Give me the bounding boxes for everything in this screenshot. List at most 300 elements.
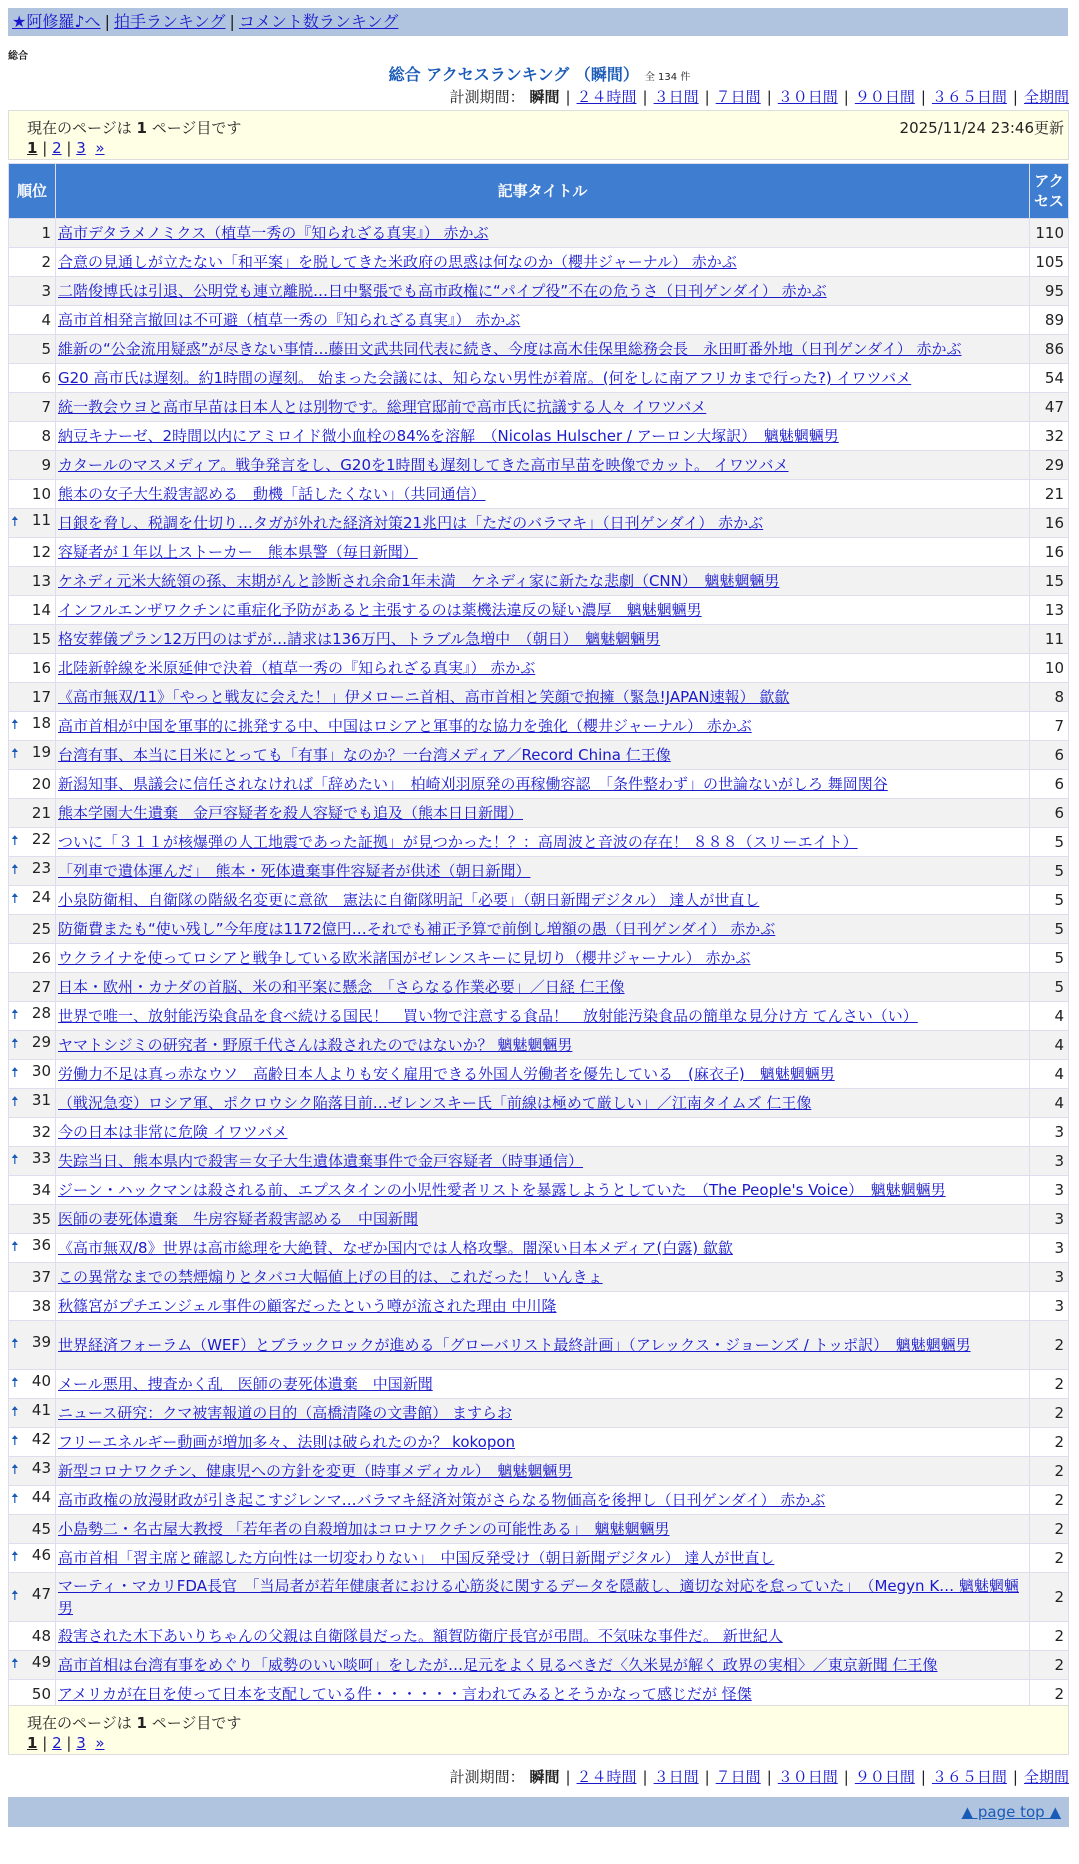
pager-next[interactable]: » (95, 1734, 105, 1752)
rank-number: 8 (41, 427, 51, 445)
header-rank: 順位 (9, 164, 56, 219)
period-30d[interactable]: ３０日間 (777, 1768, 838, 1786)
article-title-link[interactable]: 医師の妻死体遺棄 牛房容疑者殺害認める 中国新聞 (58, 1210, 419, 1228)
nav-link-asyura[interactable]: ★阿修羅♪へ (12, 12, 101, 31)
article-title-link[interactable]: 防衛費またも“使い残し”今年度は1172億円…それでも補正予算で前倒し増額の愚（日刊ゲンダイ） 赤かぶ (58, 920, 776, 938)
rank-number: 12 (31, 543, 51, 561)
access-count: 5 (1030, 886, 1069, 915)
rank-cell (9, 973, 56, 1002)
rank-cell (9, 1486, 56, 1515)
rank-up-arrow-icon: 🠅 (11, 1239, 19, 1255)
title-cell (56, 1176, 1030, 1205)
access-count: 2 (1030, 1321, 1069, 1370)
article-title-link[interactable]: 「列車で遺体運んだ」 熊本・死体遺棄事件容疑者が供述（朝日新聞） (58, 862, 531, 880)
rank-number: 21 (31, 804, 51, 822)
title-cell (56, 1002, 1030, 1031)
table-row (9, 654, 1069, 683)
rank-number: 31 (31, 1091, 51, 1109)
access-count: 4 (1030, 1060, 1069, 1089)
access-count: 4 (1030, 1089, 1069, 1118)
article-title-link[interactable]: 合意の見通しが立たない「和平案」を脱してきた米政府の思惑は何なのか（櫻井ジャーナル） 赤かぶ (58, 253, 737, 271)
access-count: 16 (1030, 509, 1069, 538)
table-row (9, 1147, 1069, 1176)
page-info-top (8, 110, 1069, 160)
period-7d[interactable]: ７日間 (715, 1768, 761, 1786)
rank-up-arrow-icon: 🠅 (11, 1491, 19, 1507)
article-title-link[interactable]: 維新の“公金流用疑惑”が尽きない事情…藤田文武共同代表に続き、今度は高木佳保里総務会長 永田町番外地（日刊ゲンダイ） 赤かぶ (58, 340, 962, 358)
period-90d[interactable]: ９０日間 (854, 1768, 915, 1786)
title-cell (56, 857, 1030, 886)
title-cell (56, 1544, 1030, 1573)
article-title-link[interactable]: この異常なまでの禁煙煽りとタバコ大幅値上げの目的は、これだった！ いんきょ (58, 1268, 603, 1286)
rank-number: 23 (31, 859, 51, 877)
title-cell (56, 1292, 1030, 1321)
access-count: 2 (1030, 1515, 1069, 1544)
article-title-link[interactable]: 日本・欧州・カナダの首脳、米の和平案に懸念 「さらなる作業必要」／日経 仁王像 (58, 978, 625, 996)
table-row (9, 1263, 1069, 1292)
rank-cell (9, 364, 56, 393)
rank-up-arrow-icon: 🠅 (11, 1404, 19, 1420)
access-count: 21 (1030, 480, 1069, 509)
article-title-link[interactable]: 《高市無双/11》「やっと戦友に会えた！」伊メローニ首相、高市首相と笑顔で抱擁（緊急!JAPAN速報） 歙歙 (58, 688, 790, 706)
rank-number: 48 (31, 1627, 51, 1645)
article-title-link[interactable]: （戦況急変）ロシア軍、ポクロウシク陥落目前…ゼレンスキー氏「前線は極めて厳しい」／江南タイムズ 仁王像 (58, 1094, 812, 1112)
rank-number: 19 (31, 743, 51, 761)
access-count: 2 (1030, 1457, 1069, 1486)
period-all[interactable]: 全期間 (1023, 1768, 1069, 1786)
rank-number: 37 (31, 1268, 51, 1286)
table-row (9, 1292, 1069, 1321)
rank-cell (9, 567, 56, 596)
period-30d[interactable]: ３０日間 (777, 88, 838, 106)
rank-number: 18 (31, 714, 51, 732)
pager-page-2[interactable]: 2 (52, 1734, 62, 1752)
article-title-link[interactable]: ウクライナを使ってロシアと戦争している欧米諸国がゼレンスキーに見切り（櫻井ジャーナル） 赤かぶ (58, 949, 751, 967)
rank-up-arrow-icon: 🠅 (11, 1433, 19, 1449)
rank-cell (9, 277, 56, 306)
title-cell (56, 1234, 1030, 1263)
rank-number: 49 (31, 1653, 51, 1671)
rank-up-arrow-icon: 🠅 (11, 1094, 19, 1110)
access-count: 89 (1030, 306, 1069, 335)
access-count: 11 (1030, 625, 1069, 654)
article-title-link[interactable]: メール悪用、捜査かく乱 医師の妻死体遺棄 中国新聞 (58, 1375, 433, 1393)
rank-number: 14 (31, 601, 51, 619)
rank-number: 13 (31, 572, 51, 590)
article-title-link[interactable]: 台湾有事、本当に日米にとっても「有事」なのか？一台湾メディア／Record China 仁王像 (58, 746, 671, 764)
rank-number: 40 (31, 1372, 51, 1390)
article-title-link[interactable]: 納豆キナーゼ、2時間以内にアミロイド微小血栓の84%を溶解 （Nicolas Hulscher / アーロン大塚訳） 魑魅魍魎男 (58, 427, 839, 445)
pager-page-3[interactable]: 3 (76, 139, 86, 157)
article-title-link[interactable]: 北陸新幹線を米原延伸で決着（植草一秀の『知られざる真実』） 赤かぶ (58, 659, 536, 677)
page-top-link[interactable]: ▲ page top ▲ (961, 1803, 1061, 1821)
access-count: 86 (1030, 335, 1069, 364)
rank-number: 5 (41, 340, 51, 358)
table-row (9, 567, 1069, 596)
access-count: 3 (1030, 1205, 1069, 1234)
updated-timestamp: 2025/11/24 23:46更新 (899, 119, 1064, 137)
rank-cell (9, 1321, 56, 1370)
article-title-link[interactable]: アメリカが在日を使って日本を支配している件・・・・・・言われてみるとそうかなって感じだが 怪傑 (58, 1685, 752, 1703)
pager-next[interactable]: » (95, 139, 105, 157)
pager-top: 1 | 2 | 3 » (27, 139, 105, 157)
title-cell (56, 1205, 1030, 1234)
rank-number: 26 (31, 949, 51, 967)
title-cell (56, 335, 1030, 364)
title-cell (56, 596, 1030, 625)
title-cell (56, 1457, 1030, 1486)
table-row (9, 1573, 1069, 1622)
period-365d[interactable]: ３６５日間 (931, 1768, 1007, 1786)
table-row (9, 1002, 1069, 1031)
table-row (9, 509, 1069, 538)
title-cell (56, 1428, 1030, 1457)
period-3d[interactable]: ３日間 (653, 88, 699, 106)
article-title-link[interactable]: 高市首相が中国を軍事的に挑発する中、中国はロシアと軍事的な協力を強化（櫻井ジャーナル） 赤かぶ (58, 717, 752, 735)
nav-separator: | (104, 12, 110, 31)
table-row (9, 393, 1069, 422)
title-cell (56, 1515, 1030, 1544)
title-cell (56, 1486, 1030, 1515)
table-row (9, 1089, 1069, 1118)
period-selector-top: 計測期間： 瞬間 | ２４時間 | ３日間 | ７日間 | ３０日間 | ９０日間 | ３６５日間 | 全期間 (449, 88, 1069, 106)
period-365d[interactable]: ３６５日間 (931, 88, 1007, 106)
table-row (9, 1622, 1069, 1651)
page-title-row (0, 62, 1079, 85)
rank-cell (9, 451, 56, 480)
article-title-link[interactable]: 二階俊博氏は引退、公明党も連立離脱…日中緊張でも高市政権に“パイプ役”不在の危うさ（日刊ゲンダイ） 赤かぶ (58, 282, 827, 300)
rank-up-arrow-icon: 🠅 (11, 891, 19, 907)
title-cell (56, 770, 1030, 799)
table-row (9, 683, 1069, 712)
title-cell (56, 944, 1030, 973)
access-count: 2 (1030, 1399, 1069, 1428)
rank-cell (9, 799, 56, 828)
table-row (9, 451, 1069, 480)
rank-cell (9, 306, 56, 335)
page-info-bottom (8, 1705, 1069, 1755)
rank-number: 32 (31, 1123, 51, 1141)
pager-page-2[interactable]: 2 (52, 139, 62, 157)
rank-number: 16 (31, 659, 51, 677)
rank-cell (9, 944, 56, 973)
table-row (9, 219, 1069, 248)
title-cell (56, 393, 1030, 422)
rank-number: 43 (31, 1459, 51, 1477)
article-title-link[interactable]: マーティ・マカリFDA長官 「当局者が若年健康者における心筋炎に関するデータを隠蔽し、適切な対応を怠っていた」 （Megyn K… 魑魅魍魎男 (58, 1577, 1019, 1617)
top-nav-bar (8, 8, 1068, 36)
title-cell (56, 277, 1030, 306)
article-title-link[interactable]: 新型コロナワクチン、健康児への方針を変更（時事メディカル） 魑魅魍魎男 (58, 1462, 573, 1480)
access-count: 2 (1030, 1486, 1069, 1515)
rank-number: 15 (31, 630, 51, 648)
rank-number: 24 (31, 888, 51, 906)
rank-number: 2 (41, 253, 51, 271)
period-7d[interactable]: ７日間 (715, 88, 761, 106)
table-row (9, 625, 1069, 654)
access-count: 3 (1030, 1176, 1069, 1205)
article-title-link[interactable]: 殺害された木下あいりちゃんの父親は自衛隊員だった。額賀防衛庁長官が弔問。不気味な事件だ。 新世紀人 (58, 1627, 783, 1645)
rank-up-arrow-icon: 🠅 (11, 1336, 19, 1352)
table-row (9, 712, 1069, 741)
table-row (9, 422, 1069, 451)
table-row (9, 1370, 1069, 1399)
rank-cell (9, 1263, 56, 1292)
article-title-link[interactable]: 失踪当日、熊本県内で殺害＝女子大生遺体遺棄事件で金戸容疑者（時事通信） (58, 1152, 584, 1170)
access-count: 5 (1030, 857, 1069, 886)
table-row (9, 944, 1069, 973)
table-row (9, 828, 1069, 857)
title-cell (56, 480, 1030, 509)
table-row (9, 886, 1069, 915)
access-count: 105 (1030, 248, 1069, 277)
article-title-link[interactable]: 高市政権の放漫財政が引き起こすジレンマ…バラマキ経済対策がさらなる物価高を後押し（日刊ゲンダイ） 赤かぶ (58, 1491, 826, 1509)
rank-number: 17 (31, 688, 51, 706)
access-count: 4 (1030, 1002, 1069, 1031)
access-count: 3 (1030, 1234, 1069, 1263)
rank-up-arrow-icon: 🠅 (11, 1462, 19, 1478)
rank-cell (9, 1060, 56, 1089)
header-access: アクセス (1030, 164, 1069, 219)
rank-cell (9, 1234, 56, 1263)
rank-number: 41 (31, 1401, 51, 1419)
title-cell (56, 915, 1030, 944)
table-row (9, 1118, 1069, 1147)
rank-up-arrow-icon: 🠅 (11, 1007, 19, 1023)
article-title-link[interactable]: 日銀を脅し、税調を仕切り…タガが外れた経済対策21兆円は「ただのバラマキ」（日刊ゲンダイ） 赤かぶ (58, 514, 764, 532)
access-count: 29 (1030, 451, 1069, 480)
table-row (9, 1031, 1069, 1060)
category-label: 総合 (8, 51, 28, 62)
pager-page-1[interactable]: 1 (27, 139, 38, 157)
article-title-link[interactable]: 今の日本は非常に危険 イワツバメ (58, 1123, 288, 1141)
rank-cell (9, 596, 56, 625)
table-row (9, 538, 1069, 567)
article-title-link[interactable]: 世界で唯一、放射能汚染食品を食べ続ける国民！ 買い物で注意する食品！ 放射能汚染食品の簡単な見分け方 てんさい（い） (58, 1007, 918, 1025)
rank-number: 6 (41, 369, 51, 387)
table-row (9, 741, 1069, 770)
title-cell (56, 1147, 1030, 1176)
rank-number: 20 (31, 775, 51, 793)
rank-cell (9, 393, 56, 422)
table-row (9, 1457, 1069, 1486)
rank-up-arrow-icon: 🠅 (11, 746, 19, 762)
rank-number: 34 (31, 1181, 51, 1199)
table-row (9, 248, 1069, 277)
pager-bottom: 1 | 2 | 3 » (27, 1734, 105, 1752)
access-count: 54 (1030, 364, 1069, 393)
article-title-link[interactable]: 高市首相は台湾有事をめぐり「威勢のいい啖呵」をしたが…足元をよく見るべきだ〈久米晃が解く 政界の実相〉／東京新聞 仁王像 (58, 1656, 938, 1674)
title-cell (56, 886, 1030, 915)
period-3d[interactable]: ３日間 (653, 1768, 699, 1786)
title-cell (56, 364, 1030, 393)
rank-cell (9, 741, 56, 770)
article-title-link[interactable]: 高市デタラメノミクス（植草一秀の『知られざる真実』） 赤かぶ (58, 224, 489, 242)
rank-up-arrow-icon: 🠅 (11, 1656, 19, 1672)
table-row (9, 1544, 1069, 1573)
article-title-link[interactable]: ケネディ元米大統領の孫、末期がんと診断され余命1年未満 ケネディ家に新たな悲劇（CNN） 魑魅魍魎男 (58, 572, 780, 590)
table-row (9, 596, 1069, 625)
ranking-table (8, 163, 1069, 1709)
rank-cell (9, 1428, 56, 1457)
rank-number: 30 (31, 1062, 51, 1080)
rank-cell (9, 538, 56, 567)
rank-number: 47 (31, 1585, 51, 1603)
rank-number: 33 (31, 1149, 51, 1167)
title-cell (56, 1573, 1030, 1622)
title-cell (56, 1370, 1030, 1399)
article-title-link[interactable]: ジーン・ハックマンは殺される前、エプスタインの小児性愛者リストを暴露しようとしていた （The People's Voice） 魑魅魍魎男 (58, 1181, 946, 1199)
rank-cell (9, 1118, 56, 1147)
period-label: 計測期間： (449, 1768, 525, 1786)
nav-link-clap-ranking[interactable]: 拍手ランキング (113, 12, 226, 31)
article-title-link[interactable]: 新潟知事、県議会に信任されなければ「辞めたい」 柏崎刈羽原発の再稼働容認 「条件整わず」の世論ないがしろ 舞岡関谷 (58, 775, 888, 793)
rank-number: 42 (31, 1430, 51, 1448)
access-count: 3 (1030, 1292, 1069, 1321)
title-cell (56, 1118, 1030, 1147)
article-title-link[interactable]: 小泉防衛相、自衛隊の階級名変更に意欲 憲法に自衛隊明記「必要」（朝日新聞デジタル） 達人が世直し (58, 891, 760, 909)
rank-cell (9, 1370, 56, 1399)
title-cell (56, 306, 1030, 335)
article-title-link[interactable]: 格安葬儀プラン12万円のはずが…請求は136万円、トラブル急増中 （朝日） 魑魅魍魎男 (58, 630, 661, 648)
table-row (9, 277, 1069, 306)
table-row (9, 1651, 1069, 1680)
title-cell (56, 1651, 1030, 1680)
access-count: 32 (1030, 422, 1069, 451)
table-row (9, 770, 1069, 799)
article-title-link[interactable]: カタールのマスメディア。戦争発言をし、G20を1時間も遅刻してきた高市早苗を映像でカット。 イワツバメ (58, 456, 789, 474)
title-cell (56, 451, 1030, 480)
page-title: 総合 アクセスランキング （瞬間） (388, 65, 639, 84)
article-title-link[interactable]: 熊本の女子大生殺害認める 動機「話したくない」（共同通信） (58, 485, 486, 503)
article-title-link[interactable]: 世界経済フォーラム（WEF）とブラックロックが進める「グローバリスト最終計画」（アレックス・ジョーンズ / トッポ訳） 魑魅魍魎男 (58, 1336, 971, 1354)
rank-number: 28 (31, 1004, 51, 1022)
article-title-link[interactable]: 熊本学園大生遺棄 金戸容疑者を殺人容疑でも追及（熊本日日新聞） (58, 804, 524, 822)
table-row (9, 364, 1069, 393)
access-count: 5 (1030, 915, 1069, 944)
period-90d[interactable]: ９０日間 (854, 88, 915, 106)
article-title-link[interactable]: 《高市無双/8》世界は高市総理を大絶賛、なぜか国内では人格攻撃。闇深い日本メディア(白露) 歙歙 (58, 1239, 733, 1257)
total-count: 全 134 件 (644, 72, 691, 83)
pager-page-1[interactable]: 1 (27, 1734, 38, 1752)
table-row (9, 1428, 1069, 1457)
article-title-link[interactable]: G20 高市氏は遅刻。約1時間の遅刻。 始まった会議には、知らない男性が着席。(何をしに南アフリカまで行った?) イワツバメ (58, 369, 912, 387)
table-row (9, 306, 1069, 335)
period-selector-bottom: 計測期間： 瞬間 | ２４時間 | ３日間 | ７日間 | ３０日間 | ９０日間 | ３６５日間 | 全期間 (449, 1768, 1069, 1786)
access-count: 110 (1030, 219, 1069, 248)
rank-number: 25 (31, 920, 51, 938)
nav-link-comment-ranking[interactable]: コメント数ランキング (238, 12, 399, 31)
rank-cell (9, 422, 56, 451)
access-count: 4 (1030, 1031, 1069, 1060)
title-cell (56, 741, 1030, 770)
article-title-link[interactable]: 高市首相発言撤回は不可避（植草一秀の『知られざる真実』） 赤かぶ (58, 311, 521, 329)
rank-number: 46 (31, 1546, 51, 1564)
rank-cell (9, 1457, 56, 1486)
pager-page-3[interactable]: 3 (76, 1734, 86, 1752)
rank-up-arrow-icon: 🠅 (11, 1152, 19, 1168)
rank-cell (9, 915, 56, 944)
rank-cell (9, 509, 56, 538)
article-title-link[interactable]: フリーエネルギー動画が増加多々、法則は破られたのか？ kokopon (58, 1433, 516, 1451)
access-count: 6 (1030, 799, 1069, 828)
rank-up-arrow-icon: 🠅 (11, 833, 19, 849)
rank-number: 10 (31, 485, 51, 503)
access-count: 15 (1030, 567, 1069, 596)
table-row (9, 1176, 1069, 1205)
table-row (9, 335, 1069, 364)
title-cell (56, 422, 1030, 451)
title-cell (56, 1089, 1030, 1118)
access-count: 2 (1030, 1651, 1069, 1680)
article-title-link[interactable]: 小島勢二・名古屋大教授 「若年者の自殺増加はコロナワクチンの可能性ある」 魑魅魍魎男 (58, 1520, 670, 1538)
table-header-row (9, 164, 1069, 219)
table-row (9, 915, 1069, 944)
rank-cell (9, 857, 56, 886)
bottom-bar (8, 1797, 1069, 1827)
article-title-link[interactable]: 統一教会ウヨと高市早苗は日本人とは別物です。総理官邸前で高市氏に抗議する人々 イワツバメ (58, 398, 707, 416)
period-current: 瞬間 (529, 1768, 560, 1786)
article-title-link[interactable]: インフルエンザワクチンに重症化予防があると主張するのは薬機法違反の疑い濃厚 魑魅魍魎男 (58, 601, 702, 619)
access-count: 47 (1030, 393, 1069, 422)
title-cell (56, 509, 1030, 538)
article-title-link[interactable]: ニュース研究：クマ被害報道の目的（高橋清隆の文書館） ますらお (58, 1404, 513, 1422)
rank-number: 44 (31, 1488, 51, 1506)
rank-number: 27 (31, 978, 51, 996)
rank-number: 36 (31, 1236, 51, 1254)
access-count: 3 (1030, 1263, 1069, 1292)
title-cell (56, 654, 1030, 683)
title-cell (56, 1321, 1030, 1370)
rank-number: 45 (31, 1520, 51, 1538)
rank-number: 35 (31, 1210, 51, 1228)
period-24h[interactable]: ２４時間 (576, 88, 637, 106)
period-24h[interactable]: ２４時間 (576, 1768, 637, 1786)
rank-cell (9, 886, 56, 915)
rank-number: 50 (31, 1685, 51, 1703)
title-cell (56, 1622, 1030, 1651)
article-title-link[interactable]: ついに「３１１が核爆弾の人工地震であった証拠」が見つかった！？：高周波と音波の存在！ ８８８（スリーエイト） (58, 833, 858, 851)
period-all[interactable]: 全期間 (1023, 88, 1069, 106)
rank-number: 1 (41, 224, 51, 242)
article-title-link[interactable]: 秋篠宮がプチエンジェル事件の顧客だったという噂が流された理由 中川隆 (58, 1297, 557, 1315)
title-cell (56, 1263, 1030, 1292)
article-title-link[interactable]: ヤマトシジミの研究者・野原千代さんは殺されたのではないか？ 魑魅魍魎男 (58, 1036, 573, 1054)
access-count: 6 (1030, 741, 1069, 770)
rank-cell (9, 1573, 56, 1622)
rank-cell (9, 1031, 56, 1060)
rank-cell (9, 828, 56, 857)
rank-cell (9, 1544, 56, 1573)
nav-separator: | (229, 12, 235, 31)
rank-cell (9, 219, 56, 248)
access-count: 5 (1030, 944, 1069, 973)
article-title-link[interactable]: 高市首相「習主席と確認した方向性は一切変わりない」 中国反発受け（朝日新聞デジタル） 達人が世直し (58, 1549, 775, 1567)
article-title-link[interactable]: 労働力不足は真っ赤なウソ 高齢日本人よりも安く雇用できる外国人労働者を優先している (麻衣子) 魑魅魍魎男 (58, 1065, 835, 1083)
title-cell (56, 625, 1030, 654)
rank-up-arrow-icon: 🠅 (11, 1036, 19, 1052)
table-row (9, 973, 1069, 1002)
table-row (9, 1205, 1069, 1234)
access-count: 2 (1030, 1573, 1069, 1622)
rank-number: 9 (41, 456, 51, 474)
table-row (9, 480, 1069, 509)
article-title-link[interactable]: 容疑者が１年以上ストーカー 熊本県警（毎日新聞） (58, 543, 418, 561)
access-count: 8 (1030, 683, 1069, 712)
rank-cell (9, 683, 56, 712)
title-cell (56, 1031, 1030, 1060)
table-row (9, 857, 1069, 886)
